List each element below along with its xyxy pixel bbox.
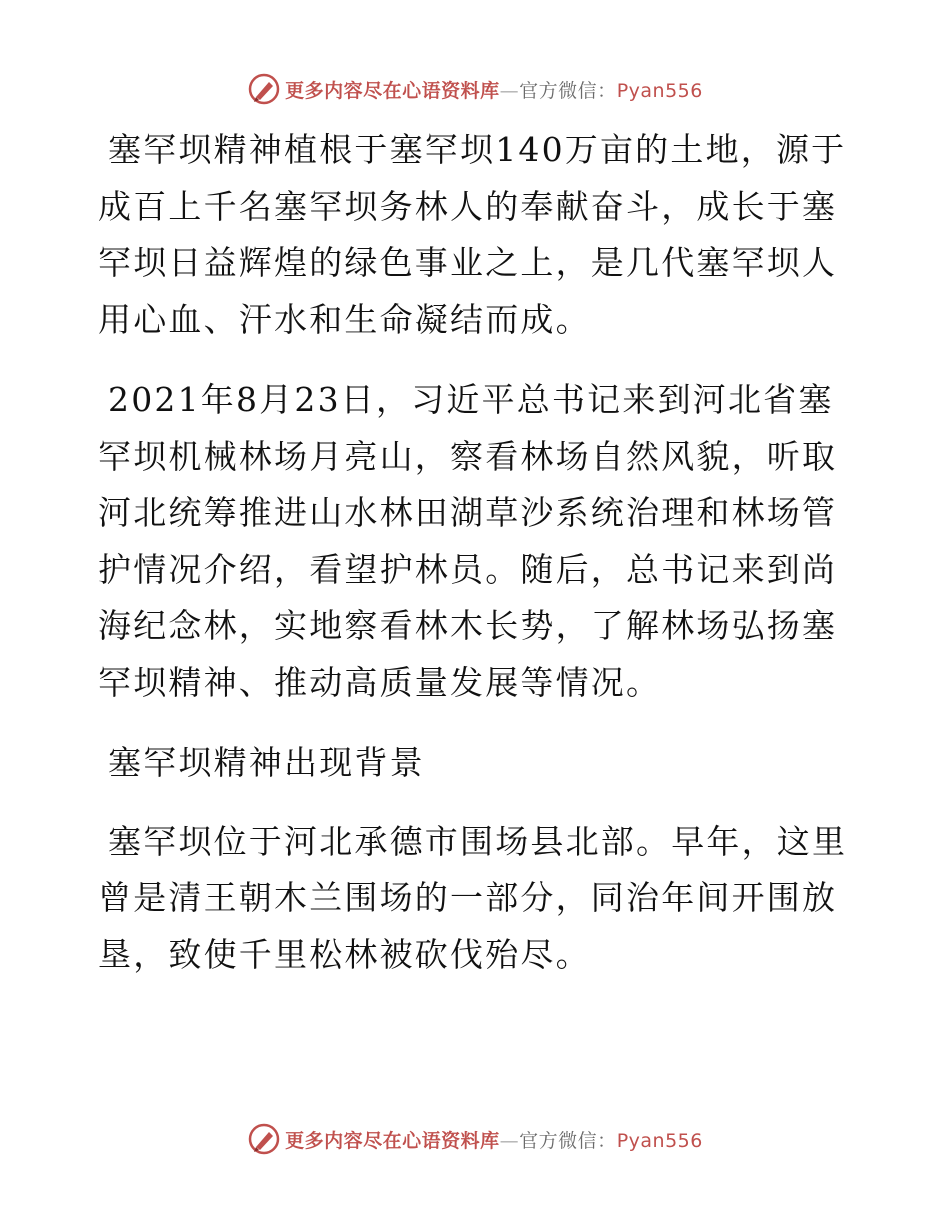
watermark-text	[285, 76, 703, 103]
watermark-main: 更多内容尽在心语资料库	[285, 1129, 500, 1152]
watermark-wechat-label: 官方微信：	[519, 1129, 617, 1152]
section-heading: 塞罕坝精神出现背景	[108, 743, 425, 782]
paragraph-1: 塞罕坝精神植根于塞罕坝140万亩的土地，源于成百上千名塞罕坝务林人的奉献奋斗，成长于塞罕坝日益辉煌的绿色事业之上，是几代塞罕坝人用心血、汗水和生命凝结而成。	[98, 130, 847, 339]
header-watermark	[0, 72, 950, 106]
pen-logo-icon	[247, 72, 281, 106]
watermark-main: 更多内容尽在心语资料库	[285, 79, 500, 102]
watermark-dash: —	[499, 1129, 520, 1152]
paragraph-3: 塞罕坝位于河北承德市围场县北部。早年，这里曾是清王朝木兰围场的一部分，同治年间开围放垦，致使千里松林被砍伐殆尽。	[98, 821, 848, 974]
watermark-text	[285, 1126, 703, 1153]
document-body	[98, 122, 858, 1007]
watermark-wechat-label: 官方微信：	[519, 79, 617, 102]
paragraph-2: 2021年8月23日，习近平总书记来到河北省塞罕坝机械林场月亮山，察看林场自然风貌，听取河北统筹推进山水林田湖草沙系统治理和林场管护情况介绍，看望护林员。随后，总书记来到尚海纪念林，实地察看林木长势，了解林场弘扬塞罕坝精神、推动高质量发展等情况。	[98, 380, 838, 702]
watermark-dash: —	[499, 79, 520, 102]
footer-watermark	[0, 1122, 950, 1156]
watermark-wechat-id: Pyan556	[616, 1129, 703, 1152]
watermark-wechat-id: Pyan556	[616, 79, 703, 102]
pen-logo-icon	[247, 1122, 281, 1156]
